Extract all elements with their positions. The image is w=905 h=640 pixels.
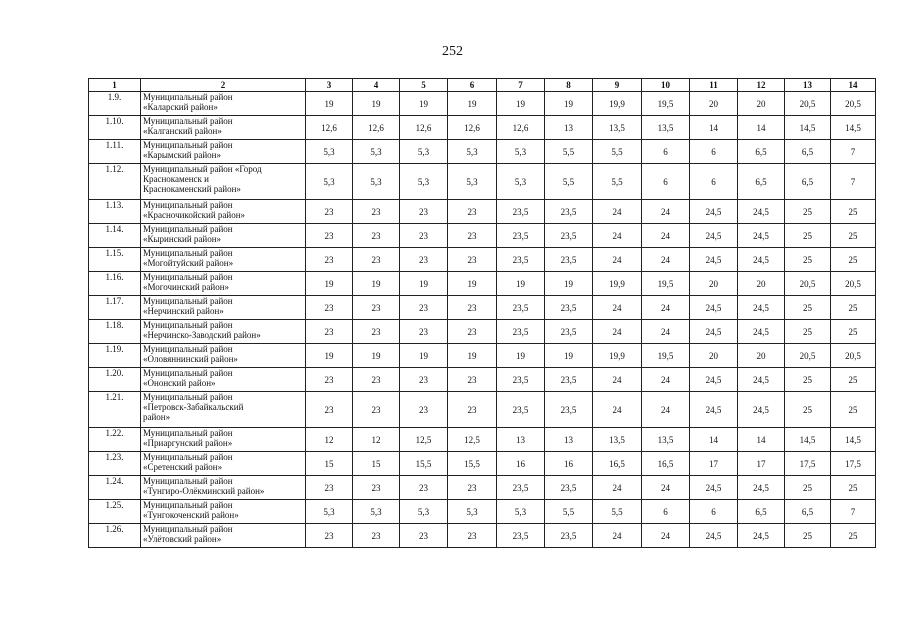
value-cell: 19,9: [593, 272, 642, 296]
value-cell: 23: [448, 524, 497, 548]
value-cell: 5,5: [593, 500, 642, 524]
district-name: Муниципальный район «Нерчинский район»: [141, 296, 306, 320]
value-cell: 23: [448, 476, 497, 500]
value-cell: 19: [400, 272, 448, 296]
value-cell: 19: [353, 272, 400, 296]
value-cell: 13: [545, 428, 593, 452]
value-cell: 25: [785, 200, 831, 224]
column-header: 14: [831, 79, 876, 92]
table-row: [89, 428, 876, 452]
value-cell: 5,3: [306, 500, 353, 524]
column-header: 2: [141, 79, 306, 92]
value-cell: 24: [642, 476, 690, 500]
value-cell: 25: [785, 392, 831, 428]
value-cell: 19: [400, 344, 448, 368]
row-index: 1.22.: [89, 428, 141, 452]
district-name: Муниципальный район «Сретенский район»: [141, 452, 306, 476]
value-cell: 24,5: [738, 476, 785, 500]
row-index: 1.20.: [89, 368, 141, 392]
value-cell: 23,5: [545, 368, 593, 392]
row-index: 1.14.: [89, 224, 141, 248]
value-cell: 25: [831, 320, 876, 344]
value-cell: 5,5: [545, 500, 593, 524]
value-cell: 16: [497, 452, 545, 476]
value-cell: 5,3: [353, 140, 400, 164]
value-cell: 24,5: [690, 368, 738, 392]
value-cell: 23: [400, 392, 448, 428]
row-index: 1.23.: [89, 452, 141, 476]
column-header: 4: [353, 79, 400, 92]
row-index: 1.11.: [89, 140, 141, 164]
value-cell: 24: [593, 320, 642, 344]
value-cell: 6,5: [738, 140, 785, 164]
table-row: [89, 392, 876, 428]
value-cell: 23: [400, 296, 448, 320]
value-cell: 5,3: [497, 140, 545, 164]
value-cell: 15: [353, 452, 400, 476]
district-name: Муниципальный район «Приаргунский район»: [141, 428, 306, 452]
value-cell: 24: [642, 296, 690, 320]
value-cell: 23,5: [545, 524, 593, 548]
value-cell: 23,5: [497, 476, 545, 500]
value-cell: 24,5: [690, 200, 738, 224]
value-cell: 19: [353, 92, 400, 116]
column-header: 11: [690, 79, 738, 92]
value-cell: 23,5: [497, 368, 545, 392]
value-cell: 24: [642, 320, 690, 344]
value-cell: 19: [353, 344, 400, 368]
value-cell: 23: [353, 476, 400, 500]
value-cell: 23: [306, 368, 353, 392]
value-cell: 12,5: [448, 428, 497, 452]
row-index: 1.9.: [89, 92, 141, 116]
value-cell: 16,5: [593, 452, 642, 476]
value-cell: 23,5: [545, 296, 593, 320]
value-cell: 14,5: [785, 116, 831, 140]
value-cell: 23: [448, 224, 497, 248]
value-cell: 6: [690, 140, 738, 164]
row-index: 1.12.: [89, 164, 141, 200]
value-cell: 14,5: [785, 428, 831, 452]
value-cell: 25: [831, 296, 876, 320]
value-cell: 13: [545, 116, 593, 140]
row-index: 1.16.: [89, 272, 141, 296]
value-cell: 23: [448, 200, 497, 224]
value-cell: 24: [593, 392, 642, 428]
value-cell: 23: [448, 320, 497, 344]
value-cell: 24,5: [738, 224, 785, 248]
value-cell: 19: [545, 272, 593, 296]
value-cell: 5,5: [545, 140, 593, 164]
value-cell: 24: [593, 296, 642, 320]
value-cell: 12: [306, 428, 353, 452]
value-cell: 6: [642, 140, 690, 164]
value-cell: 5,3: [353, 500, 400, 524]
value-cell: 25: [785, 296, 831, 320]
value-cell: 14: [690, 116, 738, 140]
column-header: 10: [642, 79, 690, 92]
value-cell: 23: [353, 320, 400, 344]
value-cell: 23: [306, 392, 353, 428]
value-cell: 19: [448, 344, 497, 368]
column-header: 5: [400, 79, 448, 92]
value-cell: 17: [738, 452, 785, 476]
value-cell: 24: [642, 368, 690, 392]
row-index: 1.19.: [89, 344, 141, 368]
value-cell: 24: [593, 248, 642, 272]
column-header: 8: [545, 79, 593, 92]
value-cell: 19: [306, 344, 353, 368]
value-cell: 23,5: [497, 200, 545, 224]
value-cell: 14: [690, 428, 738, 452]
value-cell: 5,5: [593, 140, 642, 164]
row-index: 1.24.: [89, 476, 141, 500]
value-cell: 6,5: [785, 164, 831, 200]
value-cell: 23: [306, 200, 353, 224]
value-cell: 6,5: [785, 500, 831, 524]
value-cell: 19: [497, 344, 545, 368]
row-index: 1.17.: [89, 296, 141, 320]
district-name: Муниципальный район «Тунгокоченский район»: [141, 500, 306, 524]
district-name: Муниципальный район «Петровск-Забайкальский район»: [141, 392, 306, 428]
value-cell: 20: [738, 92, 785, 116]
value-cell: 23: [306, 476, 353, 500]
value-cell: 19,9: [593, 344, 642, 368]
value-cell: 7: [831, 140, 876, 164]
value-cell: 20,5: [831, 344, 876, 368]
value-cell: 24,5: [690, 248, 738, 272]
row-index: 1.25.: [89, 500, 141, 524]
district-name: Муниципальный район «Могочинский район»: [141, 272, 306, 296]
value-cell: 24,5: [738, 248, 785, 272]
value-cell: 5,3: [400, 164, 448, 200]
value-cell: 23,5: [545, 200, 593, 224]
value-cell: 25: [785, 476, 831, 500]
value-cell: 23: [353, 296, 400, 320]
district-name: Муниципальный район «Ононский район»: [141, 368, 306, 392]
value-cell: 17,5: [785, 452, 831, 476]
value-cell: 20,5: [785, 272, 831, 296]
value-cell: 16,5: [642, 452, 690, 476]
value-cell: 25: [831, 248, 876, 272]
value-cell: 20,5: [831, 92, 876, 116]
value-cell: 23,5: [545, 248, 593, 272]
value-cell: 20: [738, 272, 785, 296]
value-cell: 5,3: [400, 140, 448, 164]
district-name: Муниципальный район «Каларский район»: [141, 92, 306, 116]
value-cell: 14,5: [831, 116, 876, 140]
value-cell: 25: [831, 392, 876, 428]
value-cell: 24: [593, 200, 642, 224]
district-name: Муниципальный район «Могойтуйский район»: [141, 248, 306, 272]
value-cell: 5,5: [593, 164, 642, 200]
value-cell: 25: [831, 524, 876, 548]
row-index: 1.21.: [89, 392, 141, 428]
table-row: [89, 116, 876, 140]
value-cell: 13,5: [593, 428, 642, 452]
district-name: Муниципальный район «Город Краснокаменск и Краснокаменский район»: [141, 164, 306, 200]
district-name: Муниципальный район «Карымский район»: [141, 140, 306, 164]
value-cell: 23,5: [497, 524, 545, 548]
value-cell: 24,5: [690, 296, 738, 320]
value-cell: 23: [306, 524, 353, 548]
value-cell: 5,3: [448, 500, 497, 524]
value-cell: 13,5: [642, 428, 690, 452]
value-cell: 23: [353, 248, 400, 272]
value-cell: 20: [690, 272, 738, 296]
value-cell: 12,6: [497, 116, 545, 140]
value-cell: 23: [353, 524, 400, 548]
value-cell: 25: [831, 476, 876, 500]
value-cell: 23: [448, 296, 497, 320]
table-row: [89, 224, 876, 248]
value-cell: 5,3: [448, 140, 497, 164]
value-cell: 19: [448, 272, 497, 296]
value-cell: 5,3: [448, 164, 497, 200]
value-cell: 13,5: [642, 116, 690, 140]
value-cell: 25: [785, 224, 831, 248]
value-cell: 24: [642, 248, 690, 272]
value-cell: 5,5: [545, 164, 593, 200]
value-cell: 23: [353, 224, 400, 248]
value-cell: 25: [831, 200, 876, 224]
value-cell: 20: [738, 344, 785, 368]
value-cell: 19,9: [593, 92, 642, 116]
value-cell: 23: [353, 368, 400, 392]
value-cell: 23: [306, 248, 353, 272]
value-cell: 19: [497, 272, 545, 296]
value-cell: 23,5: [545, 392, 593, 428]
value-cell: 19: [545, 92, 593, 116]
table-row: [89, 500, 876, 524]
value-cell: 24: [593, 368, 642, 392]
row-index: 1.18.: [89, 320, 141, 344]
value-cell: 24,5: [690, 392, 738, 428]
header-row: [89, 79, 876, 92]
table-row: [89, 368, 876, 392]
value-cell: 12: [353, 428, 400, 452]
district-name: Муниципальный район «Нерчинско-Заводский район»: [141, 320, 306, 344]
table-row: [89, 140, 876, 164]
value-cell: 20: [690, 92, 738, 116]
table-row: [89, 452, 876, 476]
value-cell: 6: [642, 500, 690, 524]
value-cell: 25: [785, 248, 831, 272]
value-cell: 24: [642, 224, 690, 248]
value-cell: 13: [497, 428, 545, 452]
value-cell: 20: [690, 344, 738, 368]
tariff-table: [88, 78, 876, 548]
row-index: 1.26.: [89, 524, 141, 548]
value-cell: 24: [642, 200, 690, 224]
column-header: 9: [593, 79, 642, 92]
value-cell: 20,5: [785, 92, 831, 116]
value-cell: 14: [738, 116, 785, 140]
value-cell: 23,5: [497, 224, 545, 248]
value-cell: 19,5: [642, 272, 690, 296]
value-cell: 24,5: [738, 200, 785, 224]
value-cell: 14: [738, 428, 785, 452]
value-cell: 12,5: [400, 428, 448, 452]
value-cell: 24: [642, 392, 690, 428]
value-cell: 6: [690, 164, 738, 200]
value-cell: 23: [400, 200, 448, 224]
page-number: 252: [442, 44, 463, 59]
value-cell: 12,6: [353, 116, 400, 140]
value-cell: 6,5: [785, 140, 831, 164]
column-header: 13: [785, 79, 831, 92]
value-cell: 17,5: [831, 452, 876, 476]
value-cell: 24,5: [738, 368, 785, 392]
value-cell: 23: [306, 320, 353, 344]
value-cell: 25: [785, 320, 831, 344]
table-row: [89, 296, 876, 320]
value-cell: 23: [353, 392, 400, 428]
value-cell: 24: [593, 524, 642, 548]
column-header: 3: [306, 79, 353, 92]
table-body: [89, 92, 876, 548]
district-name: Муниципальный район «Калганский район»: [141, 116, 306, 140]
value-cell: 23: [306, 224, 353, 248]
row-index: 1.15.: [89, 248, 141, 272]
value-cell: 15: [306, 452, 353, 476]
value-cell: 25: [785, 368, 831, 392]
row-index: 1.13.: [89, 200, 141, 224]
value-cell: 23: [400, 476, 448, 500]
district-name: Муниципальный район «Улётовский район»: [141, 524, 306, 548]
column-header: 7: [497, 79, 545, 92]
value-cell: 7: [831, 164, 876, 200]
value-cell: 19: [545, 344, 593, 368]
value-cell: 17: [690, 452, 738, 476]
column-header: 6: [448, 79, 497, 92]
value-cell: 5,3: [400, 500, 448, 524]
value-cell: 13,5: [593, 116, 642, 140]
value-cell: 23,5: [497, 392, 545, 428]
value-cell: 23: [448, 248, 497, 272]
value-cell: 23: [448, 392, 497, 428]
value-cell: 24,5: [690, 524, 738, 548]
value-cell: 16: [545, 452, 593, 476]
value-cell: 23,5: [545, 476, 593, 500]
value-cell: 12,6: [448, 116, 497, 140]
value-cell: 24,5: [690, 476, 738, 500]
value-cell: 24,5: [738, 296, 785, 320]
table-row: [89, 344, 876, 368]
table-row: [89, 92, 876, 116]
value-cell: 24: [593, 224, 642, 248]
table-row: [89, 320, 876, 344]
value-cell: 14,5: [831, 428, 876, 452]
value-cell: 25: [831, 224, 876, 248]
value-cell: 25: [785, 524, 831, 548]
district-name: Муниципальный район «Кыринский район»: [141, 224, 306, 248]
table-row: [89, 164, 876, 200]
value-cell: 23,5: [497, 320, 545, 344]
value-cell: 23: [400, 320, 448, 344]
value-cell: 5,3: [306, 140, 353, 164]
value-cell: 12,6: [400, 116, 448, 140]
value-cell: 20,5: [831, 272, 876, 296]
value-cell: 23,5: [497, 248, 545, 272]
value-cell: 19: [306, 272, 353, 296]
value-cell: 12,6: [306, 116, 353, 140]
value-cell: 24: [593, 476, 642, 500]
value-cell: 5,3: [306, 164, 353, 200]
table-row: [89, 272, 876, 296]
value-cell: 7: [831, 500, 876, 524]
value-cell: 20,5: [785, 344, 831, 368]
value-cell: 19: [306, 92, 353, 116]
table-row: [89, 476, 876, 500]
value-cell: 19: [448, 92, 497, 116]
column-header: 1: [89, 79, 141, 92]
value-cell: 5,3: [353, 164, 400, 200]
value-cell: 15,5: [400, 452, 448, 476]
value-cell: 23: [353, 200, 400, 224]
value-cell: 23: [448, 368, 497, 392]
value-cell: 5,3: [497, 500, 545, 524]
value-cell: 24: [642, 524, 690, 548]
table-row: [89, 524, 876, 548]
value-cell: 24,5: [738, 524, 785, 548]
district-name: Муниципальный район «Красночикойский район»: [141, 200, 306, 224]
value-cell: 5,3: [497, 164, 545, 200]
value-cell: 23: [400, 224, 448, 248]
value-cell: 19: [400, 92, 448, 116]
value-cell: 19,5: [642, 344, 690, 368]
table-row: [89, 248, 876, 272]
value-cell: 15,5: [448, 452, 497, 476]
value-cell: 23: [306, 296, 353, 320]
table-row: [89, 200, 876, 224]
district-name: Муниципальный район «Оловяннинский район»: [141, 344, 306, 368]
value-cell: 6: [642, 164, 690, 200]
value-cell: 23,5: [545, 224, 593, 248]
value-cell: 23: [400, 248, 448, 272]
value-cell: 19,5: [642, 92, 690, 116]
value-cell: 19: [497, 92, 545, 116]
row-index: 1.10.: [89, 116, 141, 140]
value-cell: 24,5: [690, 224, 738, 248]
value-cell: 25: [831, 368, 876, 392]
value-cell: 24,5: [738, 320, 785, 344]
value-cell: 6,5: [738, 500, 785, 524]
district-name: Муниципальный район «Тунгиро-Олёкминский район»: [141, 476, 306, 500]
value-cell: 23,5: [545, 320, 593, 344]
value-cell: 23: [400, 524, 448, 548]
value-cell: 23,5: [497, 296, 545, 320]
value-cell: 23: [400, 368, 448, 392]
value-cell: 6: [690, 500, 738, 524]
column-header: 12: [738, 79, 785, 92]
value-cell: 6,5: [738, 164, 785, 200]
value-cell: 24,5: [738, 392, 785, 428]
value-cell: 24,5: [690, 320, 738, 344]
